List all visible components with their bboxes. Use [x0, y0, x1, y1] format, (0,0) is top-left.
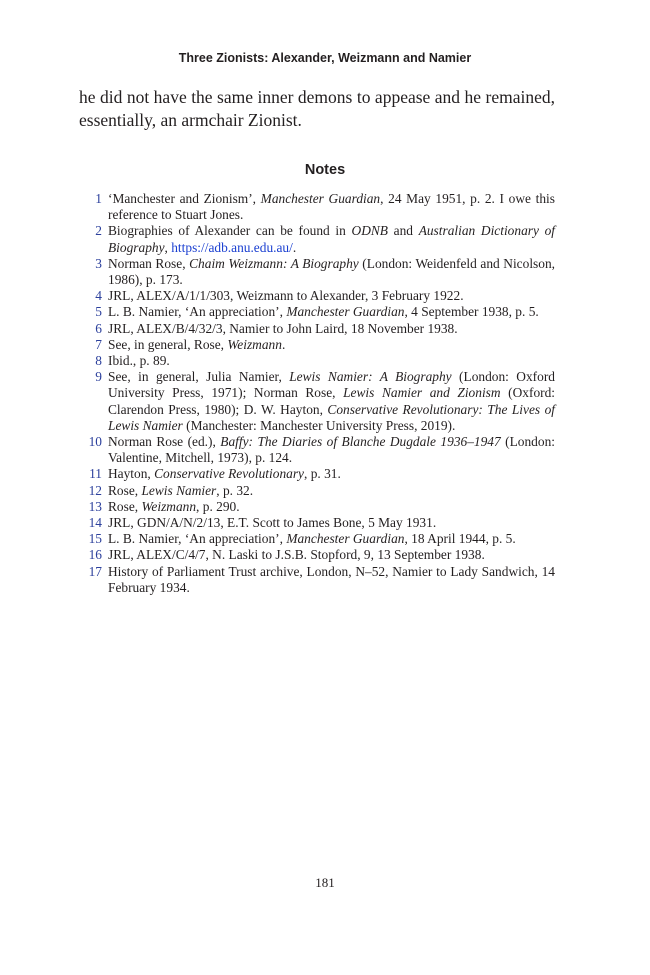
note-number: 17: [88, 563, 102, 579]
note-text: [108, 515, 555, 531]
note-item: [79, 353, 555, 369]
note-number: 1: [95, 191, 102, 206]
note-text-run: , 18 April 1944, p. 5.: [404, 531, 516, 547]
note-text: [108, 531, 555, 547]
note-text-run: Biographies of Alexander can be found in: [108, 223, 352, 239]
note-text-run: (Oxford: Clarendon Press, 1980); D. W. Hayton,: [108, 385, 556, 417]
note-item: [79, 321, 555, 337]
notes-heading: Notes: [304, 162, 346, 178]
note-text-run: ,: [164, 239, 172, 255]
note-text-run: Norman Rose (ed.),: [108, 434, 221, 450]
notes-list: [79, 191, 555, 596]
note-text: [108, 191, 555, 223]
note-text-run: (London: Valentine, Mitchell, 1973), p. 124.: [108, 434, 555, 466]
note-text: [108, 223, 555, 255]
note-link[interactable]: https://adb.anu.edu.au/: [171, 239, 293, 255]
note-text-run: JRL, GDN/A/N/2/13, E.T. Scott to James Bone, 5 May 1931.: [108, 515, 437, 531]
note-text-run: , 4 September 1938, p. 5.: [404, 304, 539, 320]
page-number: 181: [315, 875, 335, 890]
note-title-italic: Weizmann: [227, 336, 282, 352]
note-item: [79, 337, 555, 353]
note-title-italic: Conservative Revolutionary: The Lives of Lewis Namier: [108, 401, 555, 433]
note-number: 4: [95, 288, 102, 304]
note-item: [79, 369, 555, 434]
note-text-run: .: [292, 239, 297, 255]
running-head: Three Zionists: Alexander, Weizmann and Namier: [178, 51, 472, 65]
note-item: [79, 466, 555, 482]
note-title-italic: ODNB: [351, 223, 388, 239]
note-text-run: , 24 May 1951, p. 2. I owe this reference to Stuart Jones.: [108, 191, 555, 223]
note-text-run: L. B. Namier, ‘An appreciation’,: [108, 304, 287, 320]
body-line: essentially, an armchair Zionist.: [79, 110, 302, 130]
note-title-italic: Lewis Namier: A Biography: [289, 369, 452, 385]
note-text: [108, 256, 555, 288]
note-title-italic: Manchester Guardian: [286, 304, 405, 320]
note-text-run: , p. 31.: [304, 466, 341, 482]
note-item: [79, 434, 555, 466]
note-text-run: Norman Rose,: [108, 255, 190, 271]
note-number: 15: [88, 531, 102, 547]
note-text-run: (Manchester: Manchester University Press, 2019).: [182, 417, 456, 433]
note-item: [79, 564, 555, 596]
note-title-italic: Conservative Revolutionary: [154, 466, 304, 482]
note-text: [108, 466, 555, 482]
note-text-run: Rose,: [108, 482, 142, 498]
note-text: [108, 564, 555, 596]
note-text-run: Ibid., p. 89.: [108, 353, 170, 369]
note-number: 2: [95, 223, 102, 239]
note-text-run: Rose,: [108, 498, 142, 514]
note-number: 3: [95, 255, 102, 271]
note-text-run: , p. 32.: [216, 482, 254, 498]
note-item: [79, 499, 555, 515]
note-text-run: .: [281, 336, 286, 352]
note-text: [108, 321, 555, 337]
note-text-run: Hayton,: [108, 466, 155, 482]
note-text: [108, 369, 555, 434]
note-text: [108, 304, 555, 320]
body-line: he did not have the same inner demons to appease and he remained,: [79, 87, 555, 107]
note-text-run: See, in general, Julia Namier,: [108, 369, 290, 385]
note-text-run: L. B. Namier, ‘An appreciation’,: [108, 531, 287, 547]
note-text-run: JRL, ALEX/B/4/32/3, Namier to John Laird, 18 November 1938.: [108, 320, 458, 336]
note-text: [108, 547, 555, 563]
note-text: [108, 337, 555, 353]
note-text-run: , p. 290.: [196, 498, 240, 514]
note-text: [108, 483, 555, 499]
note-number: 7: [95, 336, 102, 352]
note-item: [79, 223, 555, 255]
note-text-run: and: [387, 223, 419, 239]
note-title-italic: Weizmann: [141, 498, 197, 514]
body-paragraph: [79, 86, 555, 132]
note-item: [79, 483, 555, 499]
note-text: [108, 353, 555, 369]
note-item: [79, 547, 555, 563]
note-title-italic: Chaim Weizmann: A Biography: [189, 255, 359, 271]
note-text-run: ‘Manchester and Zionism’,: [108, 191, 261, 206]
note-item: [79, 304, 555, 320]
note-text-run: JRL, ALEX/A/1/1/303, Weizmann to Alexander, 3 February 1922.: [108, 288, 464, 304]
note-text-run: History of Parliament Trust archive, London, N–52, Namier to Lady Sandwich, 14 February 1934.: [108, 563, 555, 595]
note-text: [108, 499, 555, 515]
note-title-italic: Baffy: The Diaries of Blanche Dugdale 1936–1947: [220, 434, 501, 450]
note-text-run: See, in general, Rose,: [108, 336, 228, 352]
note-number: 16: [88, 547, 102, 563]
note-number: 9: [95, 369, 102, 385]
note-number: 8: [95, 353, 102, 369]
note-number: 5: [95, 304, 102, 320]
note-item: [79, 531, 555, 547]
note-number: 6: [95, 320, 102, 336]
note-number: 14: [88, 515, 102, 531]
note-item: [79, 515, 555, 531]
note-number: 10: [88, 434, 102, 450]
note-item: [79, 256, 555, 288]
note-title-italic: Manchester Guardian: [260, 191, 381, 206]
note-text-run: JRL, ALEX/C/4/7, N. Laski to J.S.B. Stopford, 9, 13 September 1938.: [108, 547, 485, 563]
note-item: [79, 288, 555, 304]
note-number: 11: [89, 466, 102, 482]
note-text: [108, 288, 555, 304]
note-item: [79, 191, 555, 223]
note-text: [108, 434, 555, 466]
note-title-italic: Lewis Namier and Zionism: [343, 385, 501, 401]
note-title-italic: Australian Dictionary of Biography: [108, 223, 556, 255]
note-title-italic: Lewis Namier: [141, 482, 217, 498]
note-text-run: (London: Oxford University Press, 1971); Norman Rose,: [108, 369, 555, 401]
note-title-italic: Manchester Guardian: [286, 531, 405, 547]
note-number: 12: [88, 482, 102, 498]
note-text-run: (London: Weidenfeld and Nicolson, 1986), p. 173.: [108, 255, 555, 288]
note-number: 13: [88, 498, 102, 514]
